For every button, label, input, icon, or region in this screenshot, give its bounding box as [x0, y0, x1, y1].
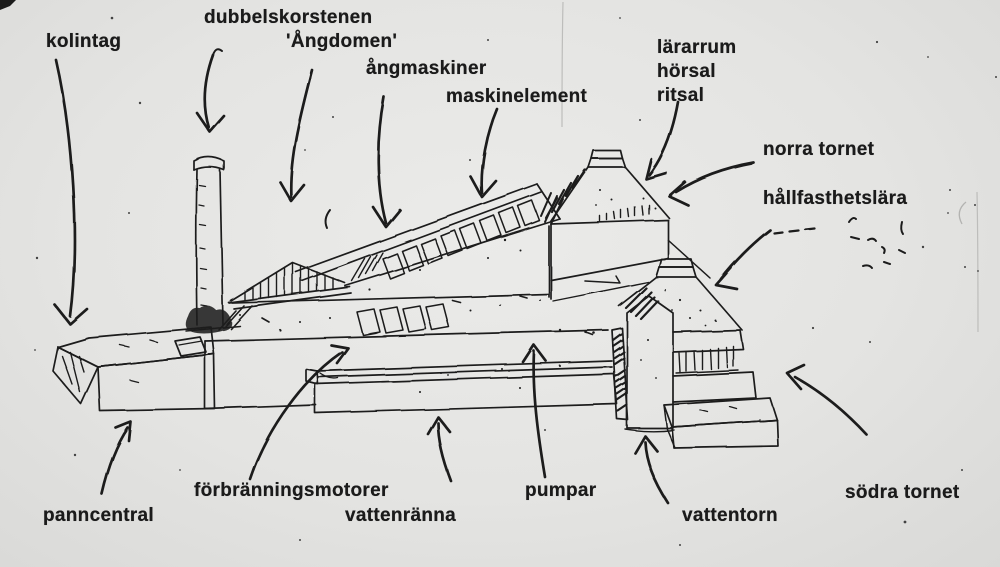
label-dubbelskorstenen: dubbelskorstenen	[204, 7, 373, 28]
north-tower	[541, 150, 710, 301]
label-vattenranna: vattenränna	[345, 505, 457, 526]
label-norra-tornet: norra tornet	[763, 139, 875, 160]
left-slope-shading	[626, 288, 658, 319]
label-panncentral: panncentral	[43, 505, 154, 526]
arrow-lararrum-horsal-ritsal	[646, 102, 678, 179]
arrow-kolintag	[55, 60, 87, 324]
arrow-sodra-tornet	[787, 365, 866, 434]
label-kolintag: kolintag	[46, 31, 122, 52]
arrow-norra-tornet	[669, 163, 754, 205]
arrow-pumpar	[523, 345, 546, 477]
label-horsal: hörsal	[657, 61, 716, 82]
eave-ticks	[600, 205, 649, 221]
arrow-hallfasthetslara	[716, 228, 814, 289]
water-tower-wall	[627, 296, 673, 428]
label-vattentorn: vattentorn	[682, 505, 778, 526]
label-lararrum: lärarrum	[657, 37, 737, 58]
arrow-vattenranna	[428, 417, 451, 481]
boiler-house	[53, 327, 215, 411]
chimney	[186, 157, 252, 333]
label-angmaskiner: ångmaskiner	[366, 58, 487, 79]
label-angdomen: 'Ångdomen'	[286, 31, 398, 52]
roof-hatch-window	[175, 337, 206, 356]
arrow-vattentorn	[635, 436, 668, 503]
arrow-angdomen	[280, 70, 312, 201]
chimney-shading	[199, 185, 207, 306]
label-maskinelement: maskinelement	[446, 86, 588, 107]
arrow-angmaskiner	[373, 97, 400, 227]
left-slope-shading	[546, 170, 585, 218]
water-channel	[306, 361, 617, 413]
roof-squiggle	[585, 276, 620, 283]
steam-engine-gallery	[296, 184, 560, 291]
label-forbranningsmotorer: förbränningsmotorer	[194, 480, 389, 501]
label-pumpar: pumpar	[525, 480, 597, 501]
main-hall	[205, 294, 608, 409]
label-hallfasthetslara: hållfasthetslära	[763, 188, 908, 209]
arrow-maskinelement	[471, 109, 497, 197]
annotation-arrows	[55, 49, 866, 503]
arrow-panncentral	[102, 422, 131, 494]
roof-speckles	[640, 289, 716, 379]
label-ritsal: ritsal	[657, 85, 705, 106]
label-sodra-tornet: södra tornet	[845, 482, 960, 503]
south-steps	[664, 330, 778, 448]
hall-windows	[357, 304, 449, 335]
arrow-dubbelskorstenen	[197, 49, 224, 132]
